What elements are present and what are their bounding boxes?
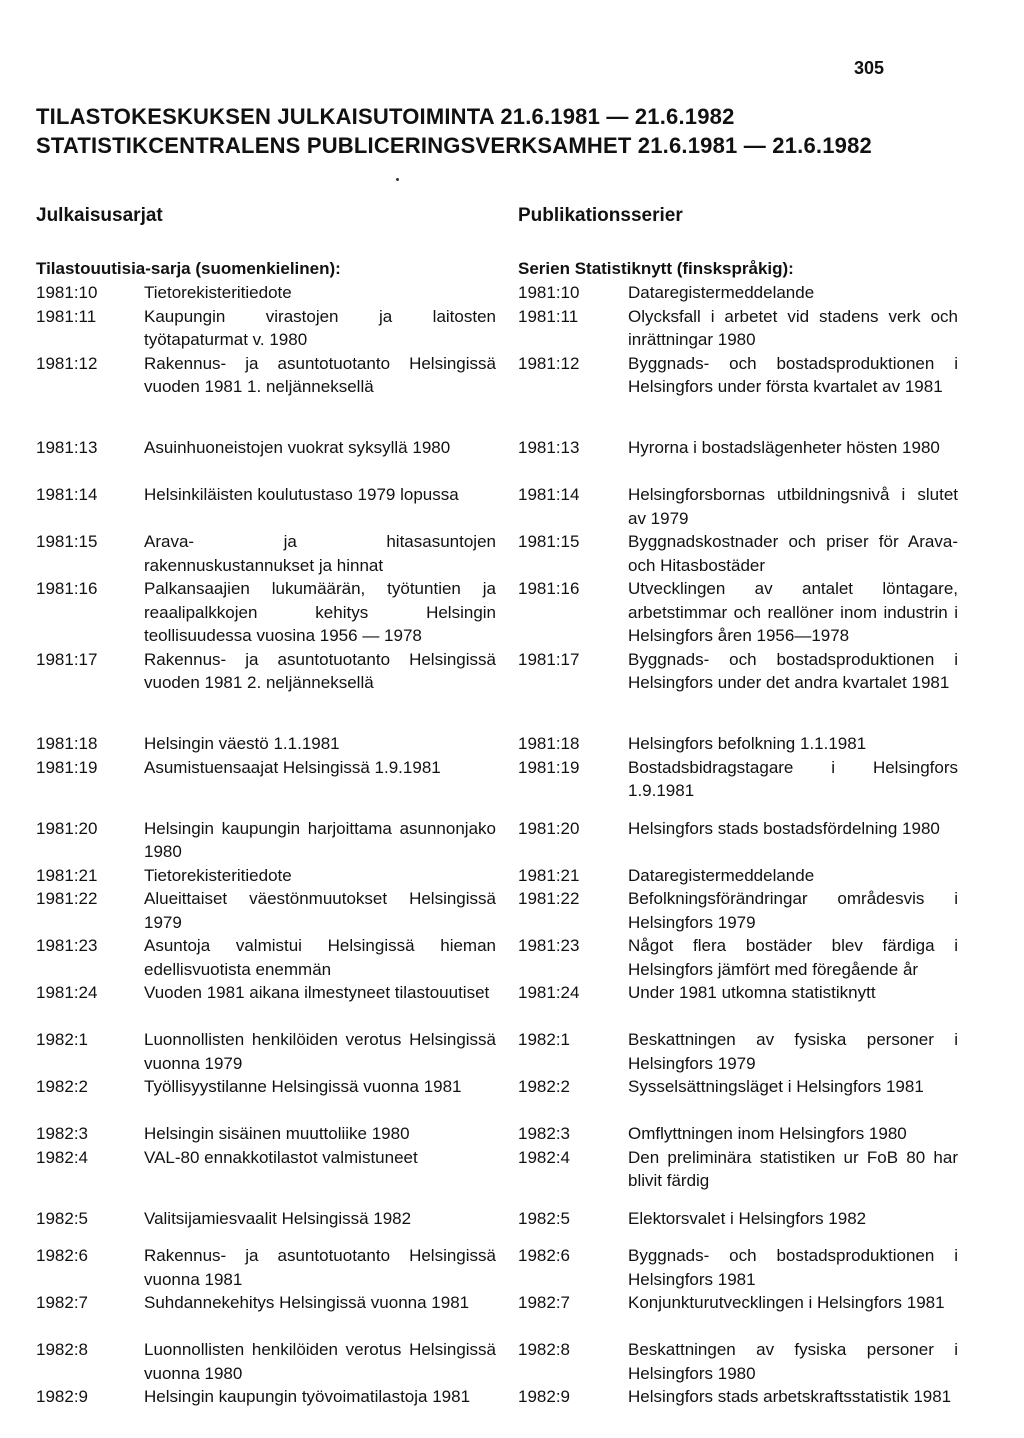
list-item (518, 732, 958, 756)
entry-title: Helsingfors befolkning 1.1.1981 (628, 734, 867, 753)
list-item (36, 981, 496, 1028)
entry-code: 1981:12 (518, 353, 580, 373)
entry-title: Bostadsbidragstagare i Helsingfors 1.9.1981 (628, 757, 958, 800)
entry-code: 1981:16 (36, 579, 98, 598)
list-item (36, 305, 496, 352)
entry-title: Den preliminära statistiken ur FoB 80 har blivit färdig (628, 1147, 958, 1190)
entry-code: 1981:10 (518, 283, 580, 302)
entry-code: 1982:1 (518, 1030, 570, 1049)
list-item (36, 352, 496, 423)
entry-code: 1982:9 (518, 1387, 570, 1406)
list-item (36, 1244, 496, 1291)
entry-code: 1981:18 (518, 734, 580, 753)
entry-code: 1981:15 (518, 532, 580, 551)
ink-dot (396, 178, 399, 181)
list-item (36, 530, 496, 577)
entry-code: 1981:13 (518, 438, 580, 457)
list-item (36, 1291, 496, 1338)
entry-code: 1981:19 (518, 757, 580, 777)
entry-code: 1982:2 (36, 1077, 88, 1096)
entry-title: Beskattningen av fysiska personer i Helsingfors 1980 (628, 1340, 958, 1383)
list-item (518, 648, 958, 719)
entry-title: Tietorekisteritiedote (144, 283, 292, 302)
entry-title: Omflyttningen inom Helsingfors 1980 (628, 1124, 907, 1143)
entry-code: 1982:6 (36, 1246, 88, 1265)
entry-title: Luonnollisten henkilöiden verotus Helsingissä vuonna 1980 (144, 1340, 496, 1383)
entry-title: Kaupungin virastojen ja laitosten työtapaturmat v. 1980 (144, 306, 496, 349)
list-item (518, 352, 958, 423)
entry-title: Arava- ja hitasasuntojen rakennuskustannukset ja hinnat (144, 532, 496, 575)
list-item (518, 530, 958, 577)
entry-title: Byggnads- och bostadsproduktionen i Helsingfors under första kvartalet av 1981 (628, 353, 958, 396)
entry-title: Beskattningen av fysiska personer i Helsingfors 1979 (628, 1030, 958, 1073)
entry-code: 1982:8 (36, 1340, 88, 1359)
entry-code: 1982:4 (36, 1147, 88, 1167)
entry-title: Rakennus- ja asuntotuotanto Helsingissä vuoden 1981 2. neljänneksellä (144, 649, 496, 692)
entry-title: Luonnollisten henkilöiden verotus Helsingissä vuonna 1979 (144, 1030, 496, 1073)
entry-code: 1981:14 (36, 485, 98, 504)
entry-title: Alueittaiset väestönmuutokset Helsingissä 1979 (144, 889, 496, 932)
list-item (518, 1122, 958, 1146)
page-title-swedish: STATISTIKCENTRALENS PUBLICERINGSVERKSAMHET 21.6.1981 — 21.6.1982 (36, 133, 872, 158)
entry-title: Helsinkiläisten koulutustaso 1979 lopussa (144, 485, 459, 504)
page-number: 305 (854, 58, 885, 78)
series-intro-finnish: Tilastouutisia-sarja (suomenkielinen): (36, 259, 341, 278)
entry-title: Hyrorna i bostadslägenheter hösten 1980 (628, 438, 940, 457)
entry-title: Byggnadskostnader och priser för Arava- och Hitasbostäder (628, 532, 958, 575)
entry-code: 1981:21 (36, 865, 98, 885)
entry-code: 1981:17 (518, 649, 580, 669)
entry-code: 1981:23 (36, 936, 98, 955)
entry-title: Rakennus- ja asuntotuotanto Helsingissä vuonna 1981 (144, 1246, 496, 1289)
column-title-swedish: Publikationsserier (518, 205, 683, 226)
entry-code: 1982:6 (518, 1246, 570, 1265)
entry-title: Dataregistermeddelande (628, 283, 815, 302)
entry-title: Helsingfors stads arbetskraftsstatistik 1981 (628, 1387, 952, 1406)
series-intro-swedish: Serien Statistiknytt (finskspråkig): (518, 259, 794, 278)
list-item (36, 864, 496, 888)
entry-title: Suhdannekehitys Helsingissä vuonna 1981 (144, 1293, 470, 1312)
entry-code: 1981:24 (36, 983, 98, 1002)
entry-code: 1981:22 (518, 889, 580, 908)
entry-title: Sysselsättningsläget i Helsingfors 1981 (628, 1077, 924, 1096)
list-item (518, 887, 958, 934)
entry-code: 1982:7 (36, 1293, 88, 1312)
list-item (518, 981, 958, 1028)
entry-code: 1981:15 (36, 532, 98, 551)
entry-title: Työllisyystilanne Helsingissä vuonna 1981 (144, 1077, 462, 1096)
entry-title: Asuntoja valmistui Helsingissä hieman edellisvuotista enemmän (144, 936, 496, 979)
list-item (518, 1075, 958, 1122)
finnish-series-list (36, 256, 496, 1432)
list-item (36, 934, 496, 981)
list-item (36, 1207, 496, 1231)
entry-code: 1981:17 (36, 649, 98, 669)
list-item (518, 305, 958, 352)
list-item (36, 648, 496, 719)
list-item (518, 1338, 958, 1385)
entry-title: Valitsijamiesvaalit Helsingissä 1982 (144, 1208, 412, 1228)
list-item (36, 1122, 496, 1146)
entry-title: Dataregistermeddelande (628, 865, 815, 885)
entry-title: Asuinhuoneistojen vuokrat syksyllä 1980 (144, 438, 451, 457)
entry-code: 1982:4 (518, 1147, 570, 1167)
entry-title: Helsingin kaupungin harjoittama asunnonjako 1980 (144, 818, 496, 861)
entry-title: Befolkningsförändringar områdesvis i Helsingfors 1979 (628, 889, 958, 932)
entry-title: Helsingin väestö 1.1.1981 (144, 734, 340, 753)
entry-code: 1981:20 (518, 818, 580, 838)
swedish-series-list (518, 256, 958, 1432)
list-item (518, 483, 958, 530)
entry-code: 1981:10 (36, 283, 98, 302)
list-item (518, 1028, 958, 1075)
entry-title: Helsingforsbornas utbildningsnivå i slutet av 1979 (628, 485, 958, 528)
list-item (36, 1385, 496, 1432)
entry-code: 1981:21 (518, 865, 580, 885)
entry-title: Under 1981 utkomna statistiknytt (628, 983, 876, 1002)
list-item (518, 817, 958, 864)
entry-code: 1981:22 (36, 889, 98, 908)
list-item (36, 281, 496, 305)
list-item (518, 1207, 958, 1231)
list-item (36, 1338, 496, 1385)
list-item (36, 1028, 496, 1075)
list-item (518, 864, 958, 888)
entry-code: 1981:13 (36, 438, 98, 457)
entry-code: 1982:1 (36, 1030, 88, 1049)
entry-code: 1981:20 (36, 818, 98, 838)
entry-title: Utvecklingen av antalet löntagare, arbetstimmar och reallöner inom industrin i Helsingfors åren 1956—1978 (628, 579, 958, 645)
list-item (518, 281, 958, 305)
list-item (36, 483, 496, 530)
column-title-finnish: Julkaisusarjat (36, 205, 163, 226)
list-item (518, 1385, 958, 1432)
list-item (36, 1146, 496, 1193)
entry-code: 1982:9 (36, 1387, 88, 1406)
entry-code: 1981:24 (518, 983, 580, 1002)
entry-title: Något flera bostäder blev färdiga i Helsingfors jämfört med föregående år (628, 936, 958, 979)
entry-title: Helsingfors stads bostadsfördelning 1980 (628, 818, 940, 838)
entry-list-swedish (518, 281, 958, 1432)
list-item (518, 1291, 958, 1338)
entry-list-finnish (36, 281, 496, 1432)
list-item (518, 1146, 958, 1193)
entry-title: Helsingin kaupungin työvoimatilastoja 1981 (144, 1387, 471, 1406)
list-item (36, 756, 496, 803)
entry-code: 1982:3 (36, 1124, 88, 1143)
list-item (36, 1075, 496, 1122)
entry-code: 1982:8 (518, 1340, 570, 1359)
entry-code: 1981:23 (518, 936, 580, 955)
entry-code: 1982:7 (518, 1293, 570, 1312)
entry-title: Olycksfall i arbetet vid stadens verk och inrättningar 1980 (628, 306, 958, 349)
entry-code: 1981:14 (518, 485, 580, 504)
entry-title: Byggnads- och bostadsproduktionen i Helsingfors 1981 (628, 1246, 958, 1289)
page-title-finnish: TILASTOKESKUKSEN JULKAISUTOIMINTA 21.6.1981 — 21.6.1982 (36, 104, 735, 129)
entry-title: Byggnads- och bostadsproduktionen i Helsingfors under det andra kvartalet 1981 (628, 649, 958, 692)
entry-title: Tietorekisteritiedote (144, 865, 292, 885)
entry-code: 1981:11 (518, 306, 579, 326)
list-item (36, 817, 496, 864)
entry-title: Helsingin sisäinen muuttoliike 1980 (144, 1124, 410, 1143)
entry-code: 1982:2 (518, 1077, 570, 1096)
entry-code: 1981:19 (36, 757, 98, 777)
list-item (36, 732, 496, 756)
entry-code: 1981:11 (36, 306, 97, 326)
entry-title: Asumistuensaajat Helsingissä 1.9.1981 (144, 757, 441, 777)
list-item (36, 577, 496, 648)
entry-title: Konjunkturutvecklingen i Helsingfors 1981 (628, 1293, 945, 1312)
entry-title: Rakennus- ja asuntotuotanto Helsingissä vuoden 1981 1. neljänneksellä (144, 353, 496, 396)
entry-title: VAL-80 ennakkotilastot valmistuneet (144, 1147, 418, 1167)
entry-code: 1982:5 (36, 1208, 88, 1228)
entry-code: 1982:3 (518, 1124, 570, 1143)
list-item (518, 436, 958, 483)
list-item (518, 756, 958, 803)
entry-code: 1981:12 (36, 353, 98, 373)
list-item (518, 1244, 958, 1291)
list-item (518, 934, 958, 981)
list-item (36, 436, 496, 483)
entry-title: Vuoden 1981 aikana ilmestyneet tilastouutiset (144, 983, 490, 1002)
entry-title: Palkansaajien lukumäärän, työtuntien ja reaalipalkkojen kehitys Helsingin teollisuudessa vuosina 1956 — 1978 (144, 579, 496, 645)
entry-code: 1981:16 (518, 579, 580, 598)
entry-title: Elektorsvalet i Helsingfors 1982 (628, 1208, 867, 1228)
list-item (36, 887, 496, 934)
entry-code: 1981:18 (36, 734, 98, 753)
list-item (518, 577, 958, 648)
entry-code: 1982:5 (518, 1208, 570, 1228)
